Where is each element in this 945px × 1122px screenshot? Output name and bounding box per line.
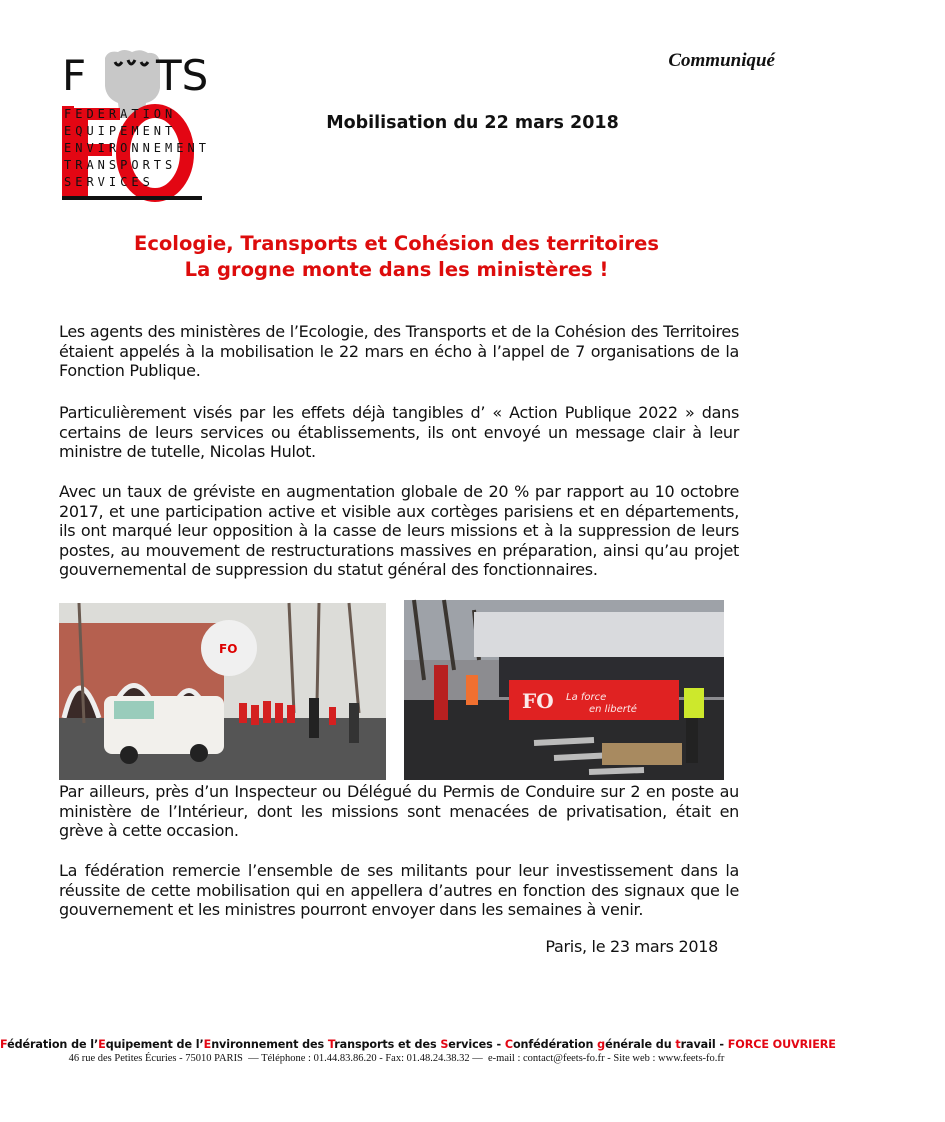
svg-text:en liberté: en liberté — [589, 704, 637, 715]
footer-org-segment: énérale du — [605, 1038, 676, 1051]
paragraph-5: La fédération remercie l’ensemble de ses militants pour leur investissement dans la réussite de cette mobilisation qui en appellera d’autres en fonction des signaux que le gouvernement et les ministres pourront envoyer dans les semaines à venir. — [59, 861, 739, 919]
footer-org-segment: ervices - — [448, 1038, 505, 1051]
svg-text:F: F — [62, 51, 87, 100]
footer-org-segment: nvironnement des — [211, 1038, 328, 1051]
paragraph-3: Avec un taux de gréviste en augmentation globale de 20 % par rapport au 10 octobre 2017, et une participation active et visible aux cortèges parisiens et en départements, ils ont marqué leur opposition à la casse de leurs missions et à la suppression de leurs postes, au mouvement de restructurations massives en préparation, ainsi qu’au projet gouvernemental de suppression du statut général des fonctionnaires. — [59, 482, 739, 579]
picket-photo — [404, 600, 724, 780]
footer-org-segment: t — [675, 1038, 681, 1051]
svg-text:TS: TS — [156, 51, 209, 100]
document-type-label: Communiqué — [668, 50, 775, 71]
paragraph-1: Les agents des ministères de l’Ecologie, des Transports et de la Cohésion des Territoires étaient appelés à la mobilisation le 22 mars en écho à l’appel de 7 organisations de la Fonction Publique. — [59, 322, 739, 380]
svg-text:FO: FO — [219, 642, 238, 656]
footer-org-segment: onfédération — [512, 1038, 598, 1051]
headline-line-1: Ecologie, Transports et Cohésion des territoires — [134, 232, 659, 255]
footer-contact-line — [0, 1053, 793, 1064]
svg-text:SERVICES: SERVICES — [64, 175, 154, 189]
paragraph-2: Particulièrement visés par les effets déjà tangibles d’ « Action Publique 2022 » dans certains de leurs services ou établissements, ils ont envoyé un message clair à leur ministre de tutelle, Nicolas Hulot. — [59, 403, 739, 461]
footer-organization-line — [0, 1038, 836, 1051]
svg-text:FO: FO — [522, 689, 554, 713]
paragraph-4: Par ailleurs, près d’un Inspecteur ou Délégué du Permis de Conduire sur 2 en poste au ministère de l’Intérieur, dont les missions sont menacées de privatisation, était en grève à cette occasion. — [59, 782, 739, 840]
svg-text:EQUIPEMENT: EQUIPEMENT — [64, 124, 177, 138]
footer-org-segment: ransports et des — [334, 1038, 441, 1051]
svg-text:TRANSPORTS: TRANSPORTS — [64, 158, 177, 172]
headline — [0, 231, 793, 283]
footer-org-segment: ravail - — [680, 1038, 728, 1051]
footer-org-segment: édération de l’ — [7, 1038, 99, 1051]
footer-website[interactable]: - Site web : www.feets-fo.fr — [607, 1053, 725, 1064]
svg-text:ENVIRONNEMENT: ENVIRONNEMENT — [64, 141, 210, 155]
headline-line-2: La grogne monte dans les ministères ! — [184, 258, 609, 281]
march-photo — [59, 603, 386, 780]
footer-org-segment: S — [440, 1038, 449, 1051]
footer-org-segment: FORCE OUVRIERE — [727, 1038, 836, 1051]
svg-text:FEDERATION: FEDERATION — [64, 107, 177, 121]
banner-text: La force — [566, 692, 607, 703]
footer-org-segment: g — [597, 1038, 606, 1051]
signoff-date: Paris, le 23 mars 2018 — [545, 937, 718, 956]
footer-org-segment: E — [203, 1038, 212, 1051]
footer-org-segment: T — [327, 1038, 335, 1051]
footer-email[interactable]: e-mail : contact@feets-fo.fr — [488, 1053, 605, 1064]
footer-org-segment: quipement de l’ — [105, 1038, 204, 1051]
document-subtitle: Mobilisation du 22 mars 2018 — [326, 113, 619, 133]
footer-org-segment: C — [504, 1038, 513, 1051]
footer-phone-fax: — Téléphone : 01.44.83.86.20 - Fax: 01.48.24.38.32 — — [248, 1053, 483, 1064]
footer-org-segment: F — [0, 1038, 8, 1051]
footer-org-segment: E — [98, 1038, 106, 1051]
footer-address: 46 rue des Petites Écuries - 75010 PARIS — [68, 1053, 243, 1064]
